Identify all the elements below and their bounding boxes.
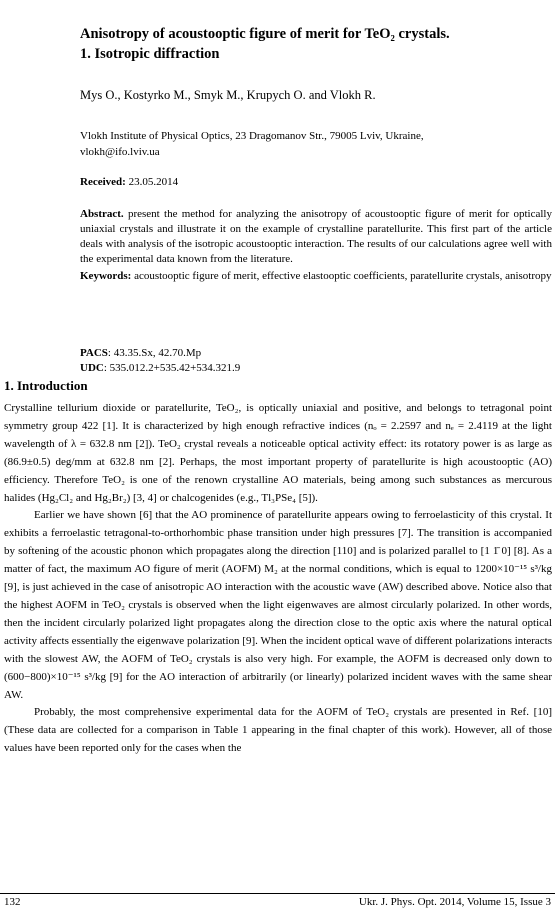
pacs-value: : 43.35.Sx, 42.70.Mp [107, 347, 202, 359]
keywords-label: Keywords: [80, 270, 132, 282]
keywords [80, 269, 552, 284]
paragraph-3: Probably, the most comprehensive experimental data for the AOFM of TeO₂ crystals are presented in Ref. [10] (These data are collected for a comparison in Table 1 appearing in the final chapter of this work). However, all of those values have been reported only for the cases when the [4, 706, 552, 755]
affiliation-email: vlokh@ifo.lviv.ua [80, 146, 160, 158]
pacs-label: PACS [80, 347, 108, 359]
author-list: Mys O., Kostyrko M., Smyk M., Krupych O. and Vlokh R. [80, 88, 376, 102]
section-heading: 1. Introduction [4, 378, 88, 393]
abstract-label: Abstract. [80, 208, 124, 220]
received-date [80, 176, 178, 188]
affiliation [80, 128, 550, 160]
page-number: 132 [4, 896, 21, 908]
abstract-text: present the method for analyzing the anisotropy of acoustooptic figure of merit for optically uniaxial crystals and illustrate it on the example of crystalline paratellurite. This first part of the article deals with analysis of the isotropic acoustooptic interaction. The results of our calculations agree well with the experimental data known from the literature. [80, 208, 552, 265]
introduction-body [4, 400, 552, 758]
received-label: Received: [80, 176, 126, 188]
abstract [80, 207, 552, 267]
title-line-2: 1. Isotropic diffraction [80, 46, 220, 62]
udc-label: UDC [80, 362, 104, 374]
pacs-line [80, 346, 240, 361]
affiliation-address: Vlokh Institute of Physical Optics, 23 Dragomanov Str., 79005 Lviv, Ukraine, [80, 130, 424, 142]
footer-divider [0, 893, 555, 894]
paragraph-1: Crystalline tellurium dioxide or paratellurite, TeO₂, is optically uniaxial and positive, and belongs to tetragonal point symmetry group 422 [1]. It is characterized by high enough refractive indices (nₒ = 2.2597 and nₑ = 2.4119 at the light wavelength of λ = 632.8 nm [2]). TeO₂ crystal reveals a noticeable optical activity effect: its rotatory power is as large as (86.9±0.5) deg/mm at 632.8 nm [2]. Perhaps, the most important property of paratellurite is high acoustooptic (AO) efficiency. Therefore TeO₂ is one of the renown crystalline AO materials, being among such substances as mercurous halides (Hg₂Cl₂ and Hg₂Br₂) [3, 4] or chalcogenides (e.g., Tl₃PSe₄ [5]). [4, 402, 552, 504]
received-value: 23.05.2014 [128, 176, 179, 188]
title-line-1: Anisotropy of acoustooptic figure of merit for TeO₂ crystals. [80, 26, 450, 42]
udc-value: : 535.012.2+535.42+534.321.9 [103, 362, 241, 374]
classification-codes [80, 346, 240, 376]
udc-line [80, 361, 240, 376]
keywords-text: acoustooptic figure of merit, effective elastooptic coefficients, paratellurite crystals, anisotropy [134, 270, 552, 282]
paragraph-2: Earlier we have shown [6] that the AO prominence of paratellurite appears owing to ferroelasticity of this crystal. It exhibits a ferroelastic tetragonal-to-orthorhombic phase transition under high pressures [7]. The transition is accompanied by softening of the acoustic phonon which propagates along the direction [110] and is polarized parallel to [1 1̄ 0] [8]. As a matter of fact, the maximum AO figure of merit (AOFM) M₂ at the normal conditions, which is equal to 1200×10⁻¹⁵ s³/kg [9], is just achieved in the case of anisotropic AO interaction with the acoustic wave (AW) described above. Notice also that the highest AOFM in TeO₂ crystals is observed when the light eigenwaves are almost circularly polarized. In other words, then the incident circularly polarized light propagates along the direction close to the optic axis where the natural optical activity affects essentially the eigenwave polarization [9]. When the incident optical wave of different polarizations interacts with the slowest AW, the AOFM of TeO₂ crystals is also very high. For example, the AOFM is decreased only down to (600−800)×10⁻¹⁵ s³/kg [9] for the AO interaction of arbitrarily (or linearly) polarized incident waves with the same shear AW. [4, 509, 552, 701]
journal-citation: Ukr. J. Phys. Opt. 2014, Volume 15, Issue 3 [358, 896, 551, 908]
article-title [80, 24, 540, 64]
